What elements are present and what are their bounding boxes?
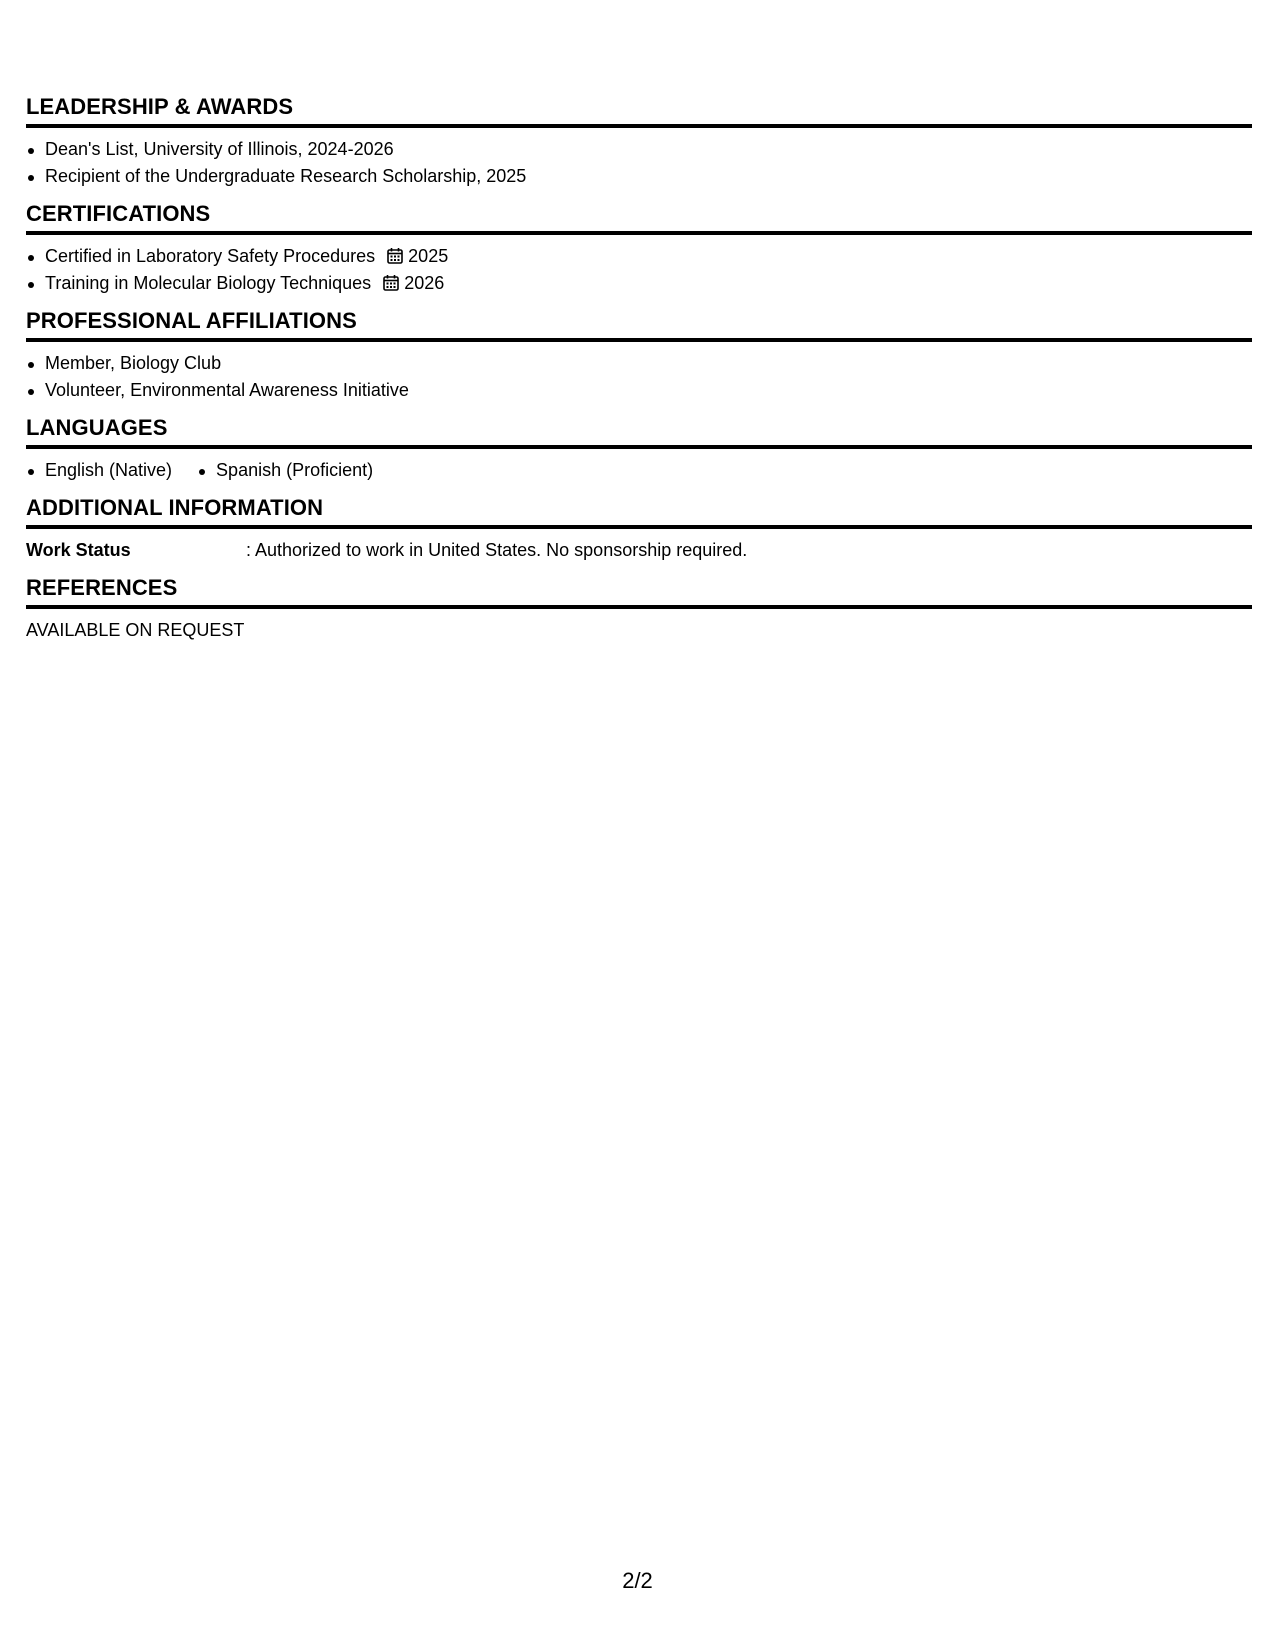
list-item — [26, 243, 1252, 270]
list-item — [26, 270, 1252, 297]
list-item: Spanish (Proficient) — [197, 457, 373, 484]
list-item: Dean's List, University of Illinois, 2024-2026 — [26, 136, 1252, 163]
section-title: PROFESSIONAL AFFILIATIONS — [26, 307, 1252, 342]
calendar-icon — [383, 274, 399, 291]
list-item: Member, Biology Club — [26, 350, 1252, 377]
certification-name: Training in Molecular Biology Techniques — [45, 273, 372, 293]
list-item: English (Native) — [26, 457, 172, 484]
affiliation-list — [26, 350, 1252, 404]
page-number: 2/2 — [622, 1568, 653, 1593]
section-leadership-awards — [26, 93, 1252, 190]
section-title: ADDITIONAL INFORMATION — [26, 494, 1252, 529]
references-text: AVAILABLE ON REQUEST — [26, 620, 245, 640]
section-certifications — [26, 200, 1252, 297]
calendar-icon — [387, 247, 403, 264]
section-languages — [26, 414, 1252, 484]
list-item: Recipient of the Undergraduate Research Scholarship, 2025 — [26, 163, 1252, 190]
certification-list — [26, 243, 1252, 297]
section-additional-information — [26, 494, 1252, 564]
list-item: Volunteer, Environmental Awareness Initiative — [26, 377, 1252, 404]
info-row-work-status — [26, 537, 1252, 564]
section-title: CERTIFICATIONS — [26, 200, 1252, 235]
section-professional-affiliations — [26, 307, 1252, 404]
section-title: LANGUAGES — [26, 414, 1252, 449]
certification-name: Certified in Laboratory Safety Procedures — [45, 246, 376, 266]
section-title: REFERENCES — [26, 574, 1252, 609]
certification-year: 2025 — [408, 246, 449, 266]
certification-year: 2026 — [404, 273, 445, 293]
language-list — [26, 457, 1252, 484]
award-list — [26, 136, 1252, 190]
section-references — [26, 574, 1252, 644]
info-value: : Authorized to work in United States. No sponsorship required. — [246, 540, 748, 560]
section-title: LEADERSHIP & AWARDS — [26, 93, 1252, 128]
resume-page — [26, 93, 1252, 654]
info-label: Work Status — [26, 540, 131, 560]
